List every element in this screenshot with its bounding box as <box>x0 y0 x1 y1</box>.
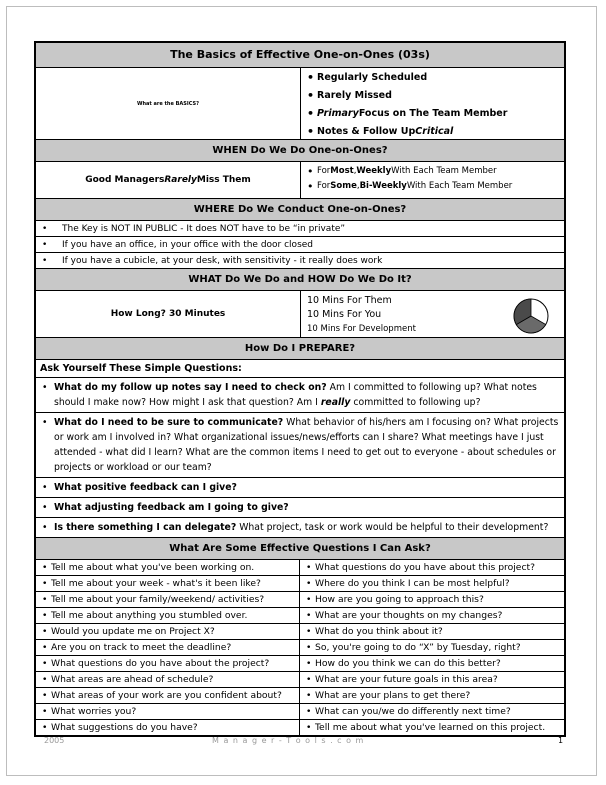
when-item-frequency: Some <box>330 181 357 191</box>
when-item-frequency: Most <box>330 166 354 176</box>
when-list <box>301 162 564 198</box>
bullet-icon: • <box>306 594 312 605</box>
question-right-item <box>300 592 564 608</box>
what-row <box>36 291 564 338</box>
basics-item-emphasis: Critical <box>415 126 454 137</box>
question-text: Tell me about your family/weekend/ activities? <box>51 594 265 605</box>
prepare-detail: Am I committed to following up? What notes should I make now? How might I ask that question? Am I <box>54 382 537 408</box>
question-left-item <box>36 560 300 576</box>
where-item-text: The Key is NOT IN PUBLIC - It does NOT have to be “in private” <box>62 223 346 234</box>
when-item-cadence: Bi-Weekly <box>359 181 407 191</box>
basics-row <box>36 68 564 140</box>
when-item <box>307 179 558 194</box>
prepare-intro: Ask Yourself These Simple Questions: <box>36 360 564 378</box>
pie-chart-icon <box>512 297 550 335</box>
basics-list <box>301 68 564 139</box>
basics-item-text: Rarely Missed <box>317 90 392 101</box>
question-text: What can you/we do differently next time? <box>315 706 511 717</box>
question-left-item <box>36 608 300 624</box>
when-header: WHEN Do We Do One-on-Ones? <box>36 140 564 162</box>
question-text: Tell me about what you've learned on this project. <box>315 722 546 733</box>
bullet-icon: • <box>307 71 315 84</box>
question-text: What questions do you have about this project? <box>315 562 535 573</box>
prepare-item <box>36 518 564 538</box>
what-label: How Long? 30 Minutes <box>36 291 301 337</box>
prepare-item-body <box>54 380 560 410</box>
question-right-item <box>300 720 564 735</box>
bullet-icon: • <box>42 417 48 428</box>
where-item-text: If you have an office, in your office with the door closed <box>62 239 314 250</box>
question-text: What areas are ahead of schedule? <box>51 674 214 685</box>
what-item: 10 Mins For Development <box>307 324 416 334</box>
prepare-question: What positive feedback can I give? <box>54 482 237 493</box>
document-table <box>34 41 566 737</box>
question-text: How do you think we can do this better? <box>315 658 501 669</box>
bullet-icon: • <box>307 125 315 138</box>
prepare-question: Is there something I can delegate? <box>54 522 237 533</box>
bullet-icon: • <box>306 562 312 573</box>
question-text: So, you're going to do “X” by Tuesday, right? <box>315 642 521 653</box>
question-left-item <box>36 592 300 608</box>
questions-header: What Are Some Effective Questions I Can Ask? <box>36 538 564 560</box>
bullet-icon: • <box>42 562 48 573</box>
question-left-item <box>36 656 300 672</box>
question-left-item <box>36 624 300 640</box>
where-item <box>36 221 564 237</box>
what-header: WHAT Do We Do and HOW Do We Do It? <box>36 269 564 291</box>
bullet-icon: • <box>42 642 48 653</box>
when-item-post: With Each Team Member <box>391 166 497 176</box>
basics-item-text: Focus on The Team Member <box>358 108 508 119</box>
bullet-icon: • <box>42 706 48 717</box>
question-right-item <box>300 624 564 640</box>
bullet-icon: • <box>306 690 312 701</box>
when-item-post: With Each Team Member <box>406 181 513 191</box>
basics-item <box>307 87 558 105</box>
basics-item-text: Notes & Follow Up <box>317 126 416 137</box>
where-item <box>36 237 564 253</box>
when-item-cadence: Weekly <box>356 166 392 176</box>
prepare-item <box>36 498 564 518</box>
bullet-icon: • <box>42 674 48 685</box>
basics-item <box>307 69 558 87</box>
when-row <box>36 162 564 199</box>
bullet-icon: • <box>306 658 312 669</box>
question-text: Where do you think I can be most helpful? <box>315 578 510 589</box>
bullet-icon: • <box>307 165 314 178</box>
prepare-item <box>36 478 564 498</box>
question-right-item <box>300 672 564 688</box>
document-title: The Basics of Effective One-on-Ones (03s) <box>36 43 564 68</box>
prepare-detail: What behavior of his/hers am I focusing on? What projects or work am I involved in? What organizational issues/news/efforts can I share? What meetings have I just attended - what did I learn? What are the common items I need to get out to everyone - about schedules or projects or workload or our team? <box>54 417 559 473</box>
basics-item <box>307 105 558 123</box>
bullet-icon: • <box>42 239 48 250</box>
bullet-icon: • <box>42 382 48 393</box>
prepare-list <box>36 378 564 538</box>
question-left-item <box>36 688 300 704</box>
bullet-icon: • <box>306 626 312 637</box>
question-text: What do you think about it? <box>315 626 443 637</box>
bullet-icon: • <box>306 722 312 733</box>
prepare-item-body <box>54 500 289 515</box>
bullet-icon: • <box>306 578 312 589</box>
question-text: Tell me about anything you stumbled over. <box>51 610 248 621</box>
question-right-item <box>300 608 564 624</box>
bullet-icon: • <box>307 107 315 120</box>
question-text: What questions do you have about the project? <box>51 658 270 669</box>
question-text: Tell me about what you've been working on. <box>51 562 255 573</box>
when-item-pre: For <box>317 166 331 176</box>
question-left-item <box>36 576 300 592</box>
bullet-icon: • <box>42 578 48 589</box>
where-header: WHERE Do We Conduct One-on-Ones? <box>36 199 564 221</box>
bullet-icon: • <box>42 594 48 605</box>
question-text: What suggestions do you have? <box>51 722 198 733</box>
question-text: Tell me about your week - what's it been like? <box>51 578 261 589</box>
bullet-icon: • <box>42 610 48 621</box>
question-left-item <box>36 672 300 688</box>
question-text: Are you on track to meet the deadline? <box>51 642 232 653</box>
bullet-icon: • <box>42 722 48 733</box>
prepare-item-body <box>54 480 237 495</box>
question-text: What areas of your work are you confident about? <box>51 690 282 701</box>
bullet-icon: • <box>306 610 312 621</box>
bullet-icon: • <box>307 89 315 102</box>
prepare-item-body <box>54 520 548 535</box>
prepare-detail: What project, task or work would be helpful to their development? <box>236 522 549 533</box>
when-item-pre: For <box>317 181 331 191</box>
footer-year: 2005 <box>44 736 65 745</box>
bullet-icon: • <box>42 255 48 266</box>
question-text: How are you going to approach this? <box>315 594 484 605</box>
bullet-icon: • <box>42 626 48 637</box>
prepare-question: What do I need to be sure to communicate? <box>54 417 284 428</box>
question-right-item <box>300 560 564 576</box>
prepare-item-body <box>54 415 560 475</box>
what-item: 10 Mins For You <box>307 309 382 320</box>
when-item <box>307 164 558 179</box>
prepare-question: What adjusting feedback am I going to give? <box>54 502 289 513</box>
question-right-item <box>300 576 564 592</box>
bullet-icon: • <box>307 180 314 193</box>
question-text: What are your plans to get there? <box>315 690 471 701</box>
when-item-sep: , <box>353 166 357 176</box>
footer-page-number: 1 <box>558 736 564 745</box>
bullet-icon: • <box>42 522 48 533</box>
question-text: What are your thoughts on my changes? <box>315 610 503 621</box>
question-right-item <box>300 704 564 720</box>
basics-label: What are the BASICS? <box>36 68 301 139</box>
when-label: Good Managers Rarely Miss Them <box>36 162 301 198</box>
question-right-item <box>300 688 564 704</box>
basics-item-emphasis: Primary <box>317 108 359 119</box>
footer-site: M a n a g e r - T o o l s . c o m <box>212 736 365 745</box>
bullet-icon: • <box>42 502 48 513</box>
basics-item <box>307 123 558 141</box>
bullet-icon: • <box>306 642 312 653</box>
prepare-item <box>36 378 564 413</box>
where-item <box>36 253 564 269</box>
question-left-item <box>36 704 300 720</box>
question-left-item <box>36 640 300 656</box>
question-left-item <box>36 720 300 735</box>
time-split-pie <box>512 297 550 339</box>
question-right-item <box>300 640 564 656</box>
bullet-icon: • <box>306 674 312 685</box>
bullet-icon: • <box>42 223 48 234</box>
prepare-emphasis: really <box>320 397 351 408</box>
basics-item-text: Regularly Scheduled <box>317 72 428 83</box>
question-right-item <box>300 656 564 672</box>
bullet-icon: • <box>306 706 312 717</box>
prepare-item <box>36 413 564 478</box>
bullet-icon: • <box>42 690 48 701</box>
prepare-detail-end: committed to following up? <box>350 397 481 408</box>
bullet-icon: • <box>42 482 48 493</box>
bullet-icon: • <box>42 658 48 669</box>
what-item: 10 Mins For Them <box>307 295 392 306</box>
prepare-header: How Do I PREPARE? <box>36 338 564 360</box>
when-item-sep: , <box>356 181 360 191</box>
question-text: What are your future goals in this area? <box>315 674 498 685</box>
question-text: Would you update me on Project X? <box>51 626 215 637</box>
where-item-text: If you have a cubicle, at your desk, with sensitivity - it really does work <box>62 255 383 266</box>
where-list <box>36 221 564 269</box>
prepare-question: What do my follow up notes say I need to check on? <box>54 382 327 393</box>
questions-grid <box>36 560 564 735</box>
question-text: What worries you? <box>51 706 137 717</box>
